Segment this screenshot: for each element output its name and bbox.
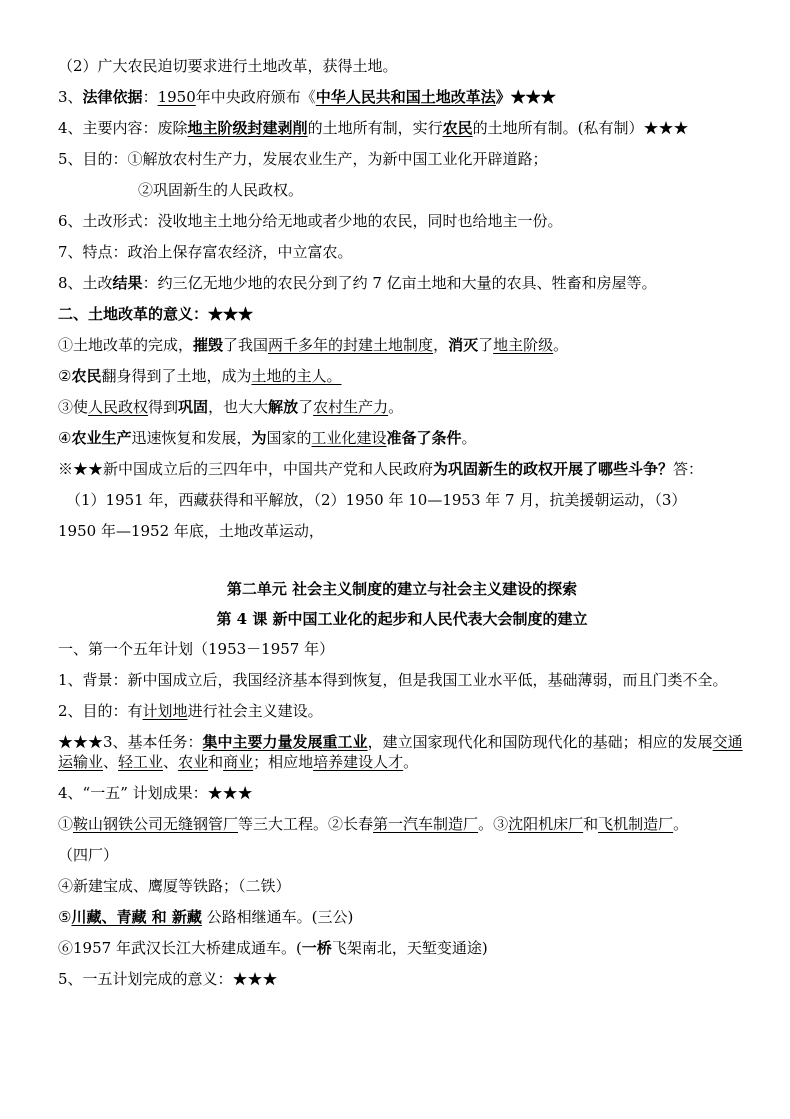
unit-title-text: 第二单元 社会主义制度的建立与社会主义建设的探索 — [226, 580, 578, 598]
text: ：约三亿无地少地的农民分到了约 7 亿亩土地和大量的农具、牲畜和房屋等。 — [142, 274, 657, 292]
bold-text: 结果 — [112, 274, 143, 292]
unit-title — [58, 579, 746, 599]
text: （2）广大农民迫切要求进行土地改革，获得土地。 — [58, 57, 398, 75]
text-paragraph — [58, 732, 746, 772]
text-line — [58, 701, 746, 721]
text: 。 — [673, 815, 689, 833]
bold-text: 法律依据 — [82, 88, 143, 106]
text-line — [58, 56, 746, 76]
text: ④新建宝成、鹰厦等铁路；（二铁） — [58, 877, 291, 895]
text: 的土地所有制，实行 — [307, 119, 443, 137]
text-line — [58, 907, 746, 927]
text: 一、第一个五年计划（1953－1957 年） — [58, 640, 335, 658]
underlined-text: 农村生产力 — [313, 398, 389, 416]
text-line — [58, 969, 746, 989]
text: 、 — [163, 753, 179, 771]
text: ② — [58, 367, 72, 385]
text-line — [58, 87, 746, 107]
text-line — [58, 149, 746, 169]
text-line — [58, 938, 746, 958]
text: 4、“一五” 计划成果：★★★ — [58, 784, 253, 802]
text-line — [58, 428, 746, 448]
text: 。③ — [478, 815, 509, 833]
bold-text: 一桥 — [301, 939, 332, 957]
text: 1950 年—1952 年底，土地改革运动， — [58, 522, 324, 540]
text: 和 — [208, 753, 224, 771]
text: 5、目的：①解放农村生产力，发展农业生产，为新中国工业化开辟道路； — [58, 150, 548, 168]
underlined-text: 鞍山钢铁公司无缝钢管厂 — [73, 815, 239, 833]
text: ，也大大 — [208, 398, 269, 416]
text: ① — [58, 815, 74, 833]
bold-underlined-text: 集中主要力量发展重工业 — [202, 733, 368, 751]
bold-text: 解放 — [268, 398, 299, 416]
text: 5、一五计划完成的意义：★★★ — [58, 970, 278, 988]
underlined-text: 轻工业 — [118, 753, 164, 771]
underlined-text: 工业化建设 — [311, 429, 387, 447]
text-line — [58, 876, 746, 896]
text: 1、背景：新中国成立后，我国经济基本得到恢复，但是我国工业水平低，基础薄弱，而且门类不全。 — [58, 671, 728, 689]
underlined-text: 沈阳机床厂 — [508, 815, 584, 833]
text: 得到 — [148, 398, 179, 416]
underlined-text: 两千多年的封建土地制度 — [268, 336, 434, 354]
text-line — [58, 783, 746, 803]
underlined-text: 地主阶级 — [493, 336, 554, 354]
text: 公路相继通车。(三公) — [201, 908, 354, 926]
text-line — [58, 639, 746, 659]
text: 翻身得到了土地，成为 — [101, 367, 252, 385]
text: 国家的 — [266, 429, 312, 447]
underlined-text: 飞机制造厂 — [598, 815, 674, 833]
text: ： — [142, 88, 158, 106]
text: ②巩固新生的人民政权。 — [138, 181, 304, 199]
bold-text: 摧毁 — [193, 336, 224, 354]
text: 了 — [298, 398, 314, 416]
bold-text: 为巩固新生的政权开展了哪些斗争？ — [433, 460, 674, 478]
text: ；相应地 — [253, 753, 314, 771]
text-line — [58, 845, 746, 865]
bold-underlined-text: 川藏、青藏 和 新藏 — [71, 908, 202, 926]
text: 和 — [583, 815, 599, 833]
heading-text: 二、土地改革的意义：★★★ — [58, 305, 254, 323]
text-line — [58, 242, 746, 262]
text: ※★★新中国成立后的三四年中，中国共产党和人民政府 — [58, 460, 434, 478]
bold-text: 农业生产 — [71, 429, 132, 447]
underlined-text: 1950 — [157, 88, 196, 106]
underlined-text: 第一汽车制造厂 — [373, 815, 479, 833]
text-line — [58, 521, 746, 541]
text: 的土地所有制。(私有制）★★★ — [472, 119, 689, 137]
underlined-text: 培养建设人才 — [313, 753, 404, 771]
bold-text: 为 — [251, 429, 267, 447]
spacer — [58, 552, 746, 579]
text: （1）1951 年，西藏获得和平解放，（2）1950 年 10—1953 年 7 月，抗美援朝运动，（3） — [66, 491, 687, 509]
text: 迅速恢复和发展， — [131, 429, 252, 447]
bold-text: 消灭 — [448, 336, 479, 354]
text: 2、目的：有 — [58, 702, 143, 720]
text: 答： — [673, 460, 704, 478]
underlined-text: 农业 — [178, 753, 209, 771]
bold-underlined-text: 农民 — [442, 119, 473, 137]
text: 6、土改形式：没收地主土地分给无地或者少地的农民，同时也给地主一份。 — [58, 212, 563, 230]
text: 。 — [553, 336, 569, 354]
text: 。 — [461, 429, 477, 447]
text-line — [58, 814, 746, 834]
text: ⑤ — [58, 908, 72, 926]
text: ★★★3、基本任务： — [58, 733, 203, 751]
text: ③使 — [58, 398, 89, 416]
text: ，建立国家现代化和国防现代化的基础；相应的发展 — [367, 733, 713, 751]
lesson-title-text: 第 4 课 新中国工业化的起步和人民代表大会制度的建立 — [216, 610, 588, 628]
text-line — [58, 211, 746, 231]
underlined-text: 交通运输业 — [58, 733, 743, 771]
text: ， — [433, 336, 449, 354]
bold-text: 巩固 — [178, 398, 209, 416]
text: 。 — [403, 753, 419, 771]
text: ④ — [58, 429, 72, 447]
bold-underlined-text: 中华人民共和国土地改革法 — [315, 88, 496, 106]
text-line — [58, 180, 746, 200]
text-line — [58, 118, 746, 138]
text: 3、 — [58, 88, 83, 106]
text: ①土地改革的完成， — [58, 336, 194, 354]
text: 8、土改 — [58, 274, 113, 292]
text-line — [58, 397, 746, 417]
text: 了我国 — [223, 336, 269, 354]
underlined-text: 土地的主人。 — [251, 367, 342, 385]
text: 年中央政府颁布《 — [195, 88, 316, 106]
text: 、 — [103, 753, 119, 771]
text: 等三大工程。②长春 — [238, 815, 374, 833]
text-line — [58, 273, 746, 293]
underlined-text: 计划地 — [142, 702, 188, 720]
text: 进行社会主义建设。 — [187, 702, 323, 720]
text: 4、主要内容：废除 — [58, 119, 188, 137]
bold-text: 农民 — [71, 367, 102, 385]
text-paragraph — [58, 670, 746, 690]
text-line — [58, 366, 746, 386]
bold-text: 》★★★ — [495, 88, 556, 106]
text: 飞架南北，天堑变通途) — [331, 939, 488, 957]
text-line — [58, 490, 746, 510]
text-line — [58, 459, 746, 479]
text: ⑥1957 年武汉长江大桥建成通车。( — [58, 939, 302, 957]
section-heading — [58, 304, 746, 324]
underlined-text: 商业 — [223, 753, 254, 771]
text-line — [58, 335, 746, 355]
bold-text: 准备了条件 — [386, 429, 462, 447]
text: 了 — [478, 336, 494, 354]
text: 。 — [388, 398, 404, 416]
bold-underlined-text: 地主阶级封建剥削 — [187, 119, 308, 137]
text: （四厂） — [58, 846, 119, 864]
underlined-text: 人民政权 — [88, 398, 149, 416]
text: 7、特点：政治上保存富农经济，中立富农。 — [58, 243, 353, 261]
lesson-title — [58, 609, 746, 629]
